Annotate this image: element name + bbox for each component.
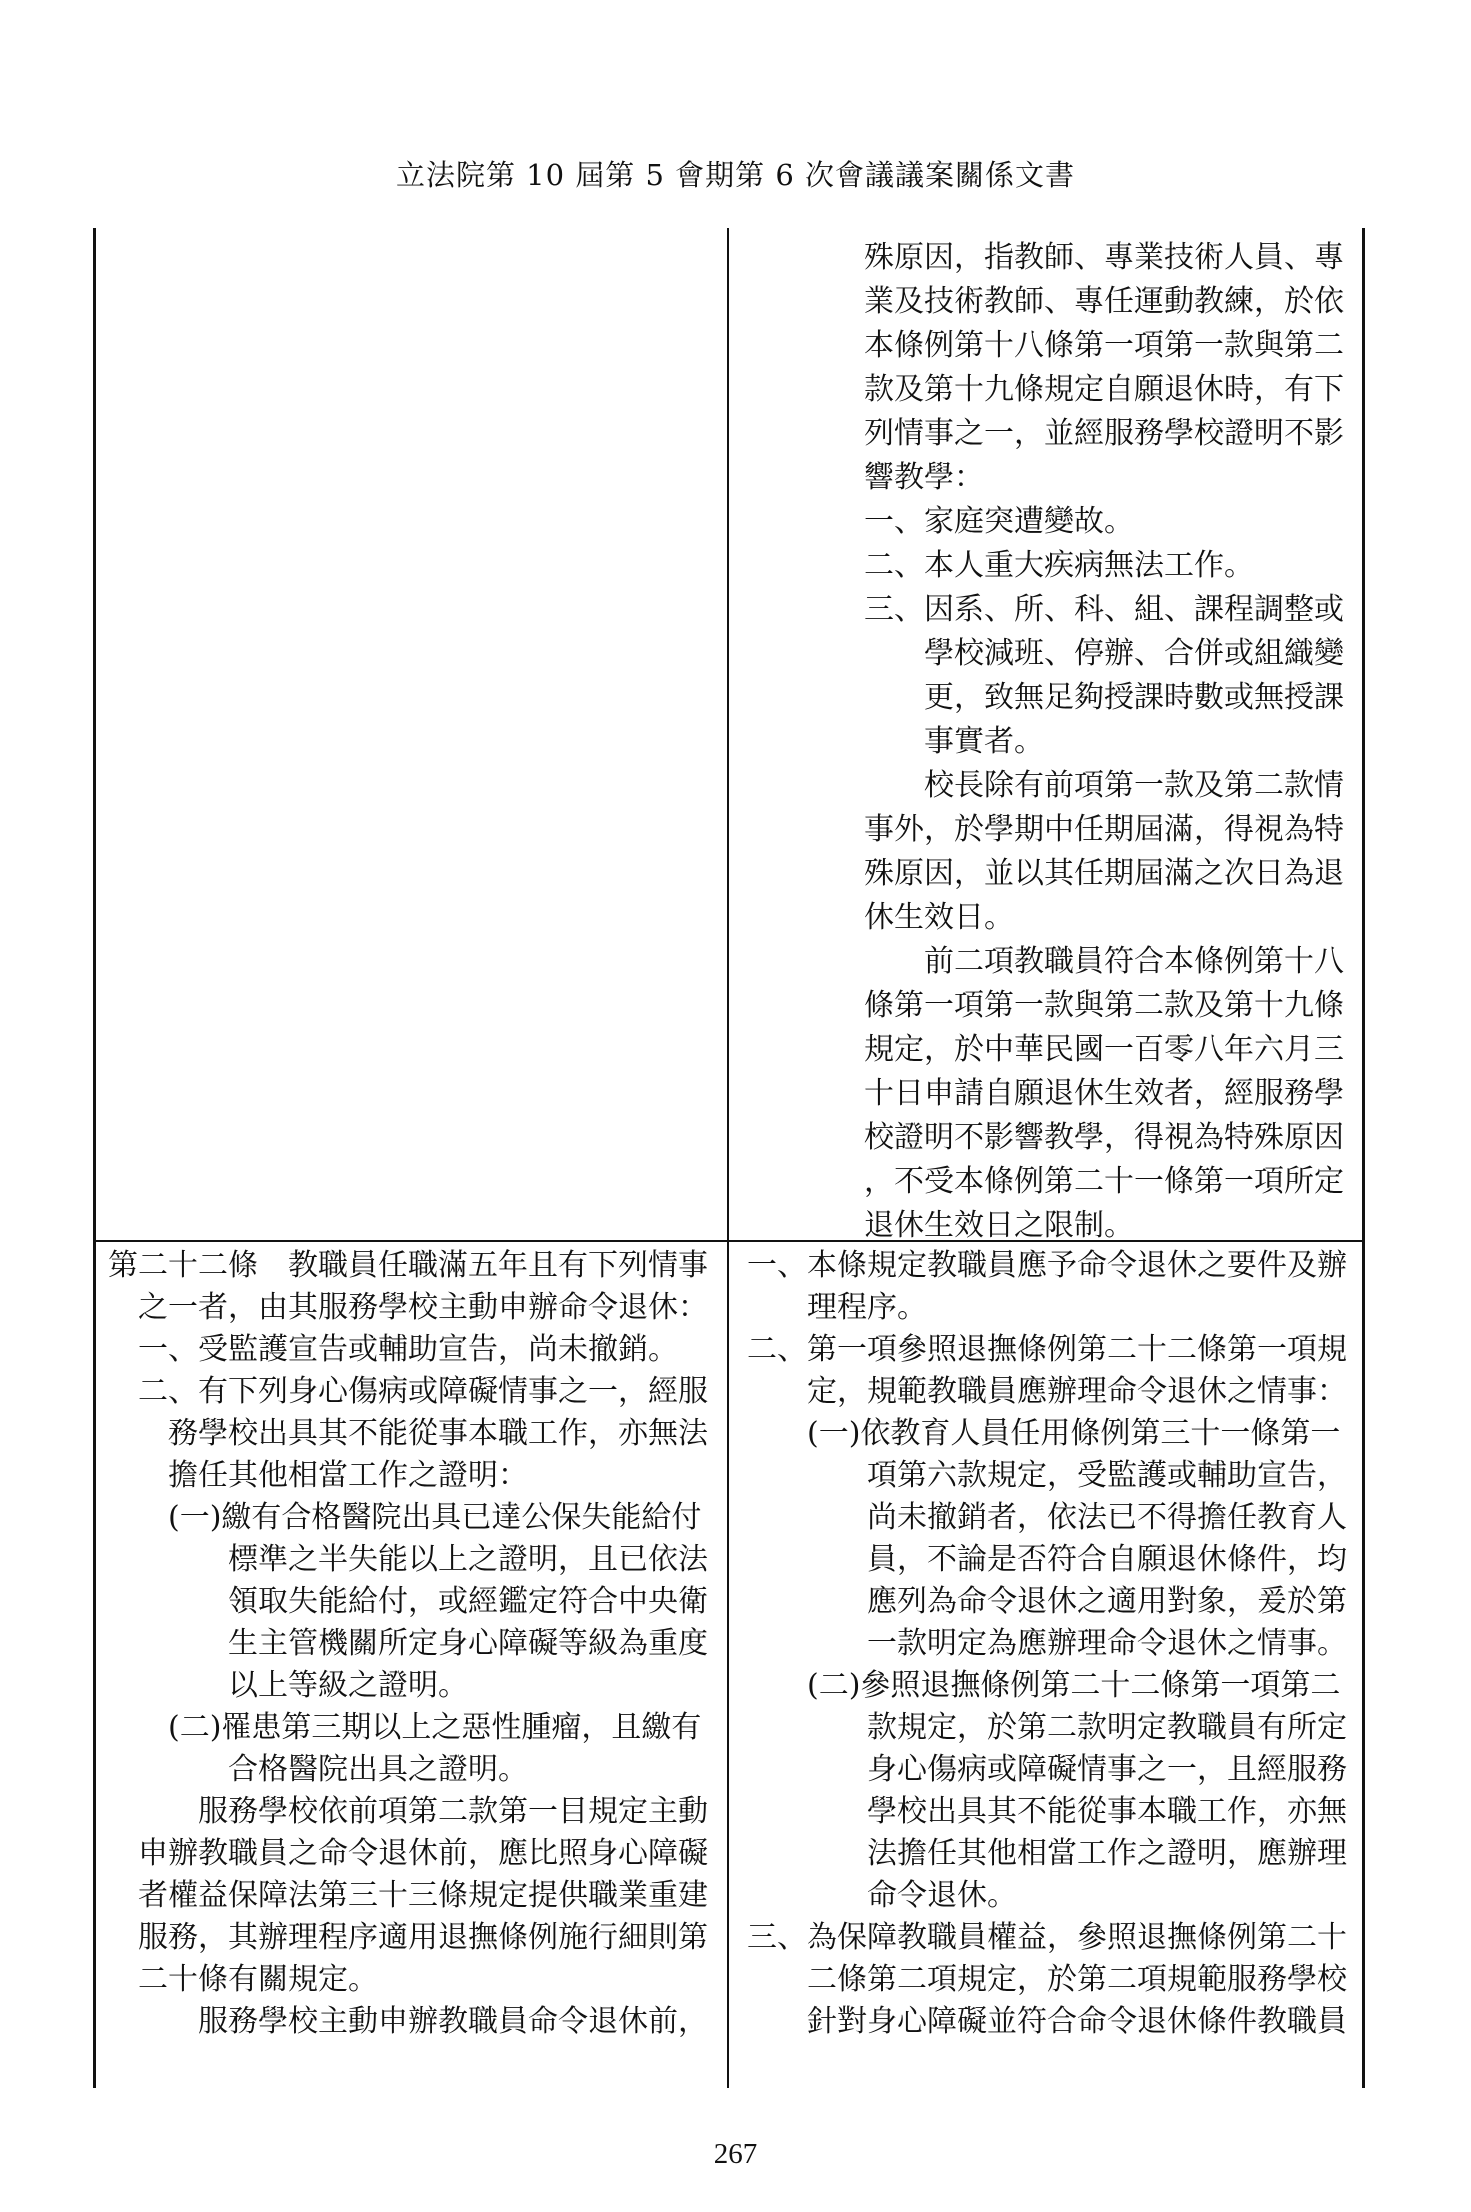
text-line: 擔任其他相當工作之證明： (168, 1458, 528, 1493)
text-line: 事外，於學期中任期屆滿，得視為特 (864, 812, 1344, 847)
text-line: 款規定，於第二款明定教職員有所定 (867, 1710, 1347, 1745)
text-line: 二條第二項規定，於第二項規範服務學校 (807, 1962, 1347, 1997)
text-line: 退休生效日之限制。 (864, 1208, 1134, 1243)
text-line: ，不受本條例第二十一條第一項所定 (864, 1164, 1344, 1199)
text-line: (二)參照退撫條例第二十二條第一項第二 (807, 1668, 1341, 1703)
text-line: 一款明定為應辦理命令退休之情事。 (867, 1626, 1347, 1661)
text-line: 校證明不影響教學，得視為特殊原因 (864, 1120, 1344, 1155)
text-line: (二)罹患第三期以上之惡性腫瘤，且繳有 (168, 1710, 702, 1745)
text-line: 身心傷病或障礙情事之一，且經服務 (867, 1752, 1347, 1787)
text-line: 學校減班、停辦、合併或組織變 (924, 636, 1344, 671)
top-left-cell (96, 228, 727, 1240)
text-line: 項第六款規定，受監護或輔助宣告， (867, 1458, 1347, 1493)
text-line: 殊原因，指教師、專業技術人員、專 (864, 240, 1344, 275)
text-line: 殊原因，並以其任期屆滿之次日為退 (864, 856, 1344, 891)
text-line: 尚未撤銷者，依法已不得擔任教育人 (867, 1500, 1347, 1535)
text-line: 事實者。 (924, 724, 1044, 759)
text-line: 申辦教職員之命令退休前，應比照身心障礙 (138, 1836, 708, 1871)
page-header: 立法院第 10 屆第 5 會期第 6 次會議議案關係文書 (395, 158, 1076, 192)
text-line: 者權益保障法第三十三條規定提供職業重建 (138, 1878, 708, 1913)
text-line: 服務學校依前項第二款第一目規定主動 (198, 1794, 708, 1829)
text-line: 條第一項第一款與第二款及第十九條 (864, 988, 1344, 1023)
article-text-cell (96, 1242, 727, 2088)
text-line: (一)繳有合格醫院出具已達公保失能給付 (168, 1500, 702, 1535)
table-right-border (1362, 228, 1365, 2088)
text-line: (一)依教育人員任用條例第三十一條第一 (807, 1416, 1341, 1451)
text-line: 三、因系、所、科、組、課程調整或 (864, 592, 1344, 627)
text-line: 一、家庭突遭變故。 (864, 504, 1134, 539)
text-line: 款及第十九條規定自願退休時，有下 (864, 372, 1344, 407)
text-line: 服務，其辦理程序適用退撫條例施行細則第 (138, 1920, 708, 1955)
text-line: 休生效日。 (864, 900, 1014, 935)
text-line: 二十條有關規定。 (138, 1962, 378, 1997)
page-number: 267 (713, 2138, 758, 2170)
text-line: 定，規範教職員應辦理命令退休之情事： (807, 1374, 1347, 1409)
text-line: 理程序。 (807, 1290, 927, 1325)
text-line: 生主管機關所定身心障礙等級為重度 (228, 1626, 708, 1661)
text-line: 應列為命令退休之適用對象，爰於第 (867, 1584, 1347, 1619)
text-line: 領取失能給付，或經鑑定符合中央衛 (228, 1584, 708, 1619)
text-line: 十日申請自願退休生效者，經服務學 (864, 1076, 1344, 1111)
text-line: 二、有下列身心傷病或障礙情事之一，經服 (138, 1374, 708, 1409)
text-line: 一、受監護宣告或輔助宣告，尚未撤銷。 (138, 1332, 678, 1367)
text-line: 學校出具其不能從事本職工作，亦無 (867, 1794, 1347, 1829)
text-line: 二、本人重大疾病無法工作。 (864, 548, 1254, 583)
text-line: 業及技術教師、專任運動教練，於依 (864, 284, 1344, 319)
text-line: 更，致無足夠授課時數或無授課 (924, 680, 1344, 715)
text-line: 針對身心障礙並符合命令退休條件教職員 (807, 2004, 1347, 2039)
text-line: 列情事之一，並經服務學校證明不影 (864, 416, 1344, 451)
text-line: 員，不論是否符合自願退休條件，均 (867, 1542, 1347, 1577)
text-line: 規定，於中華民國一百零八年六月三 (864, 1032, 1344, 1067)
top-right-cell (729, 228, 1362, 1243)
text-line: 命令退休。 (867, 1878, 1017, 1913)
text-line: 前二項教職員符合本條例第十八 (924, 944, 1344, 979)
text-line: 服務學校主動申辦教職員命令退休前， (198, 2004, 708, 2039)
text-line: 三、為保障教職員權益，參照退撫條例第二十 (747, 1920, 1347, 1955)
text-line: 本條例第十八條第一項第一款與第二 (864, 328, 1344, 363)
article-heading-line: 第二十二條 教職員任職滿五年且有下列情事 (108, 1248, 708, 1283)
text-line: 一、本條規定教職員應予命令退休之要件及辦 (747, 1248, 1347, 1283)
text-line: 二、第一項參照退撫條例第二十二條第一項規 (747, 1332, 1347, 1367)
text-line: 之一者，由其服務學校主動申辦命令退休： (138, 1290, 708, 1325)
text-line: 標準之半失能以上之證明，且已依法 (228, 1542, 708, 1577)
text-line: 以上等級之證明。 (228, 1668, 468, 1703)
text-line: 響教學： (864, 460, 984, 495)
text-line: 校長除有前項第一款及第二款情 (924, 768, 1344, 803)
text-line: 合格醫院出具之證明。 (228, 1752, 528, 1787)
text-line: 務學校出具其不能從事本職工作，亦無法 (168, 1416, 708, 1451)
text-line: 法擔任其他相當工作之證明，應辦理 (867, 1836, 1347, 1871)
explanation-cell (729, 1242, 1362, 2088)
